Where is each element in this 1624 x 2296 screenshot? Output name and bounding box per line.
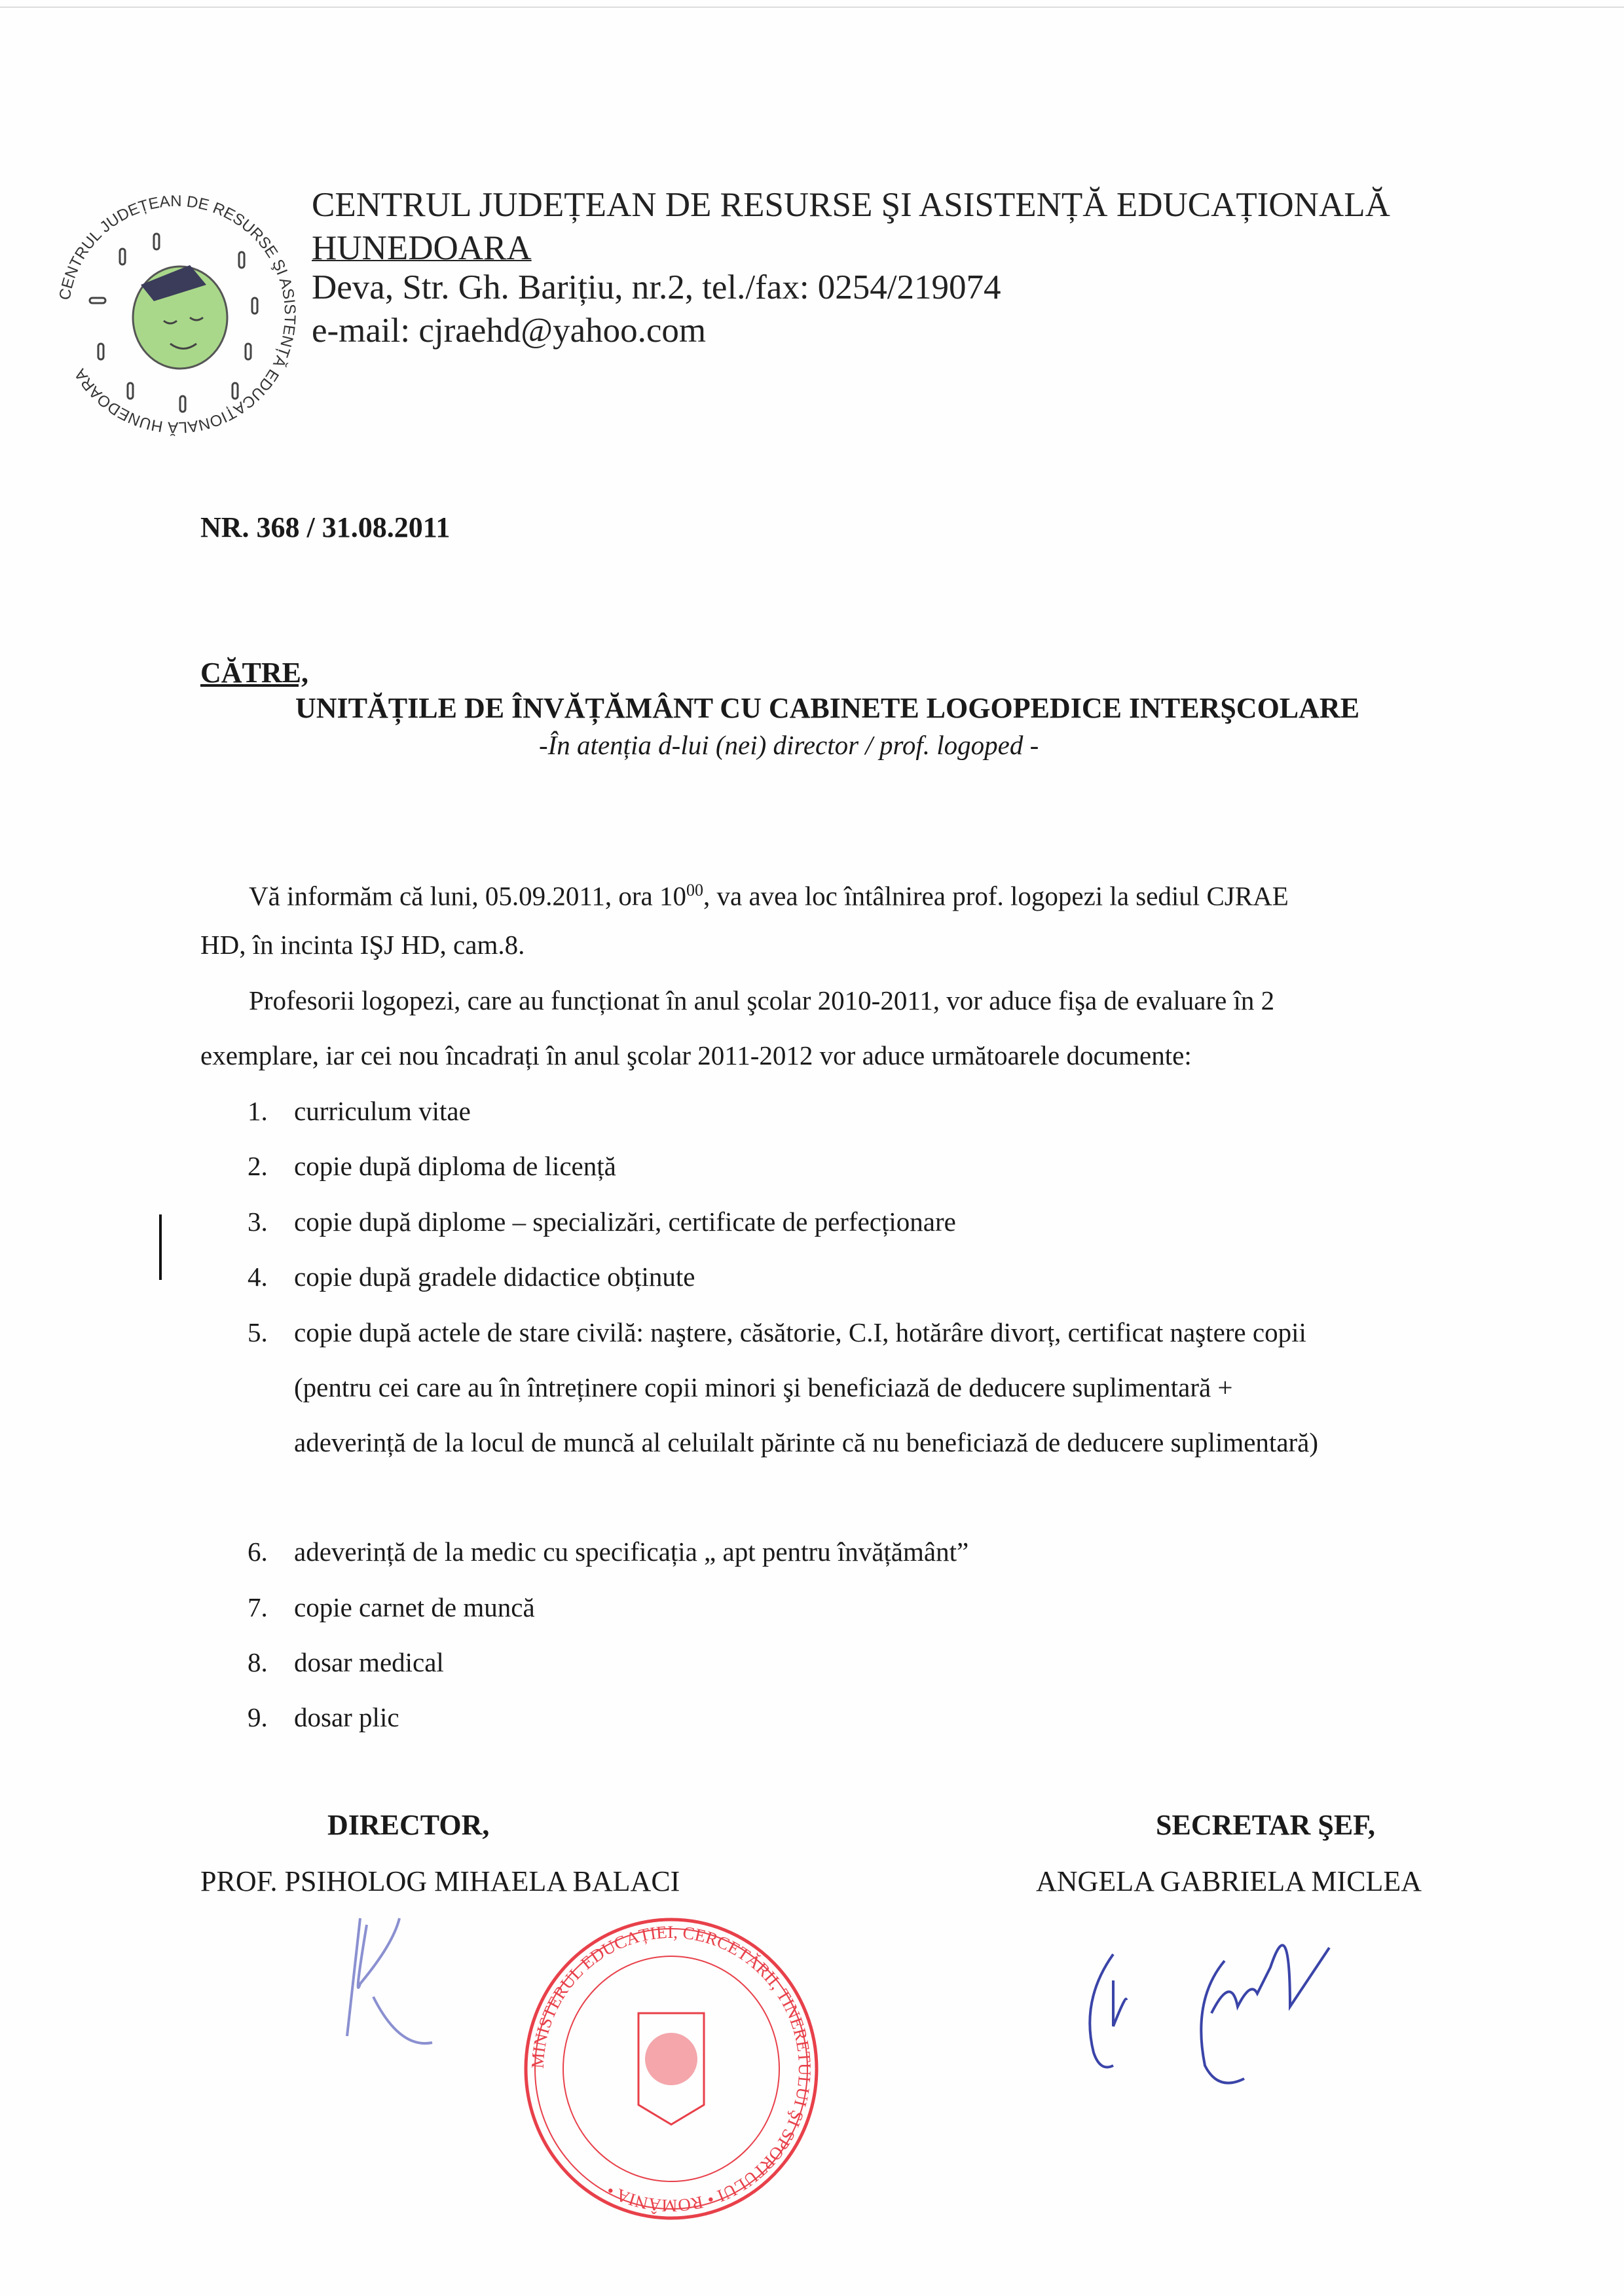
paragraph-2-line-2: exemplare, iar cei nou încadrați în anul şcolar 2011-2012 vor aduce următoarele documente: bbox=[200, 1040, 1192, 1070]
list-item-number: 9. bbox=[248, 1702, 268, 1732]
paragraph-2-line-1: Profesorii logopezi, care au funcționat în anul şcolar 2010-2011, vor aduce fişa de evaluare în 2 bbox=[249, 985, 1275, 1015]
list-item: adeverință de la locul de muncă al celuilalt părinte că nu beneficiază de deducere suplimentară) bbox=[294, 1427, 1319, 1457]
list-item: copie după diploma de licență bbox=[294, 1151, 616, 1181]
institution-county: HUNEDOARA bbox=[312, 229, 532, 267]
list-item: copie după gradele didactice obținute bbox=[294, 1262, 695, 1292]
paragraph-1-line-1 bbox=[249, 874, 1289, 913]
institution-logo bbox=[49, 187, 304, 442]
recipient-label: CĂTRE, bbox=[200, 657, 309, 689]
list-item-number: 7. bbox=[248, 1592, 268, 1622]
director-signature bbox=[301, 1905, 498, 2056]
p1-text: Vă informăm că luni, 05.09.2011, ora 10 bbox=[249, 881, 686, 911]
director-name: PROF. PSIHOLOG MIHAELA BALACI bbox=[200, 1865, 680, 1897]
list-item: copie după actele de stare civilă: naştere, căsătorie, C.I, hotărâre divorț, certificat naştere copii bbox=[294, 1317, 1306, 1347]
scan-edge-line bbox=[0, 7, 1624, 8]
list-item-number: 3. bbox=[248, 1207, 268, 1237]
list-item: (pentru cei care au în întreținere copii minori şi beneficiază de deducere suplimentară + bbox=[294, 1372, 1233, 1402]
list-item-number: 8. bbox=[248, 1647, 268, 1677]
margin-mark bbox=[159, 1214, 162, 1280]
institution-address: Deva, Str. Gh. Barițiu, nr.2, tel./fax: 0254/219074 bbox=[312, 268, 1001, 306]
svg-text:CENTRUL JUDEȚEAN DE RESURSE ŞI: CENTRUL JUDEȚEAN DE RESURSE ŞI ASISTENȚĂ EDUCAȚIONALĂ HUNEDOARA bbox=[56, 192, 299, 437]
list-item: dosar plic bbox=[294, 1702, 399, 1732]
list-item-number: 1. bbox=[248, 1096, 268, 1126]
time-superscript: 00 bbox=[686, 881, 703, 900]
list-item: copie după diplome – specializări, certificate de perfecționare bbox=[294, 1207, 956, 1237]
secretary-signature bbox=[1074, 1902, 1467, 2098]
list-item: adeverință de la medic cu specificația „ apt pentru învățământ” bbox=[294, 1537, 969, 1567]
secretary-name: ANGELA GABRIELA MICLEA bbox=[1036, 1865, 1422, 1897]
recipient-name: UNITĂȚILE DE ÎNVĂȚĂMÂNT CU CABINETE LOGOPEDICE INTERŞCOLARE bbox=[295, 692, 1360, 724]
director-title: DIRECTOR, bbox=[327, 1809, 490, 1841]
list-item: curriculum vitae bbox=[294, 1096, 471, 1126]
list-item-number: 2. bbox=[248, 1151, 268, 1181]
p1-text-cont: , va avea loc întâlnirea prof. logopezi la sediul CJRAE bbox=[703, 881, 1289, 911]
list-item-number: 4. bbox=[248, 1262, 268, 1292]
svg-text:MINISTERUL EDUCAȚIEI, CERCETĂR: MINISTERUL EDUCAȚIEI, CERCETĂRII, TINERETULUI ŞI SPORTULUI • ROMÂNIA • bbox=[527, 1922, 815, 2216]
institution-email: e-mail: cjraehd@yahoo.com bbox=[312, 312, 707, 350]
official-stamp bbox=[517, 1915, 825, 2223]
secretary-title: SECRETAR ŞEF, bbox=[1156, 1809, 1376, 1841]
list-item: copie carnet de muncă bbox=[294, 1592, 535, 1622]
list-item-number: 5. bbox=[248, 1317, 268, 1347]
recipient-attention: -În atenția d-lui (nei) director / prof. logoped - bbox=[539, 730, 1039, 760]
institution-name: CENTRUL JUDEȚEAN DE RESURSE ŞI ASISTENȚĂ EDUCAȚIONALĂ bbox=[312, 186, 1390, 224]
paragraph-1-line-2: HD, în incinta IŞJ HD, cam.8. bbox=[200, 930, 525, 960]
list-item-number: 6. bbox=[248, 1537, 268, 1567]
list-item: dosar medical bbox=[294, 1647, 444, 1677]
document-reference: NR. 368 / 31.08.2011 bbox=[200, 511, 451, 543]
